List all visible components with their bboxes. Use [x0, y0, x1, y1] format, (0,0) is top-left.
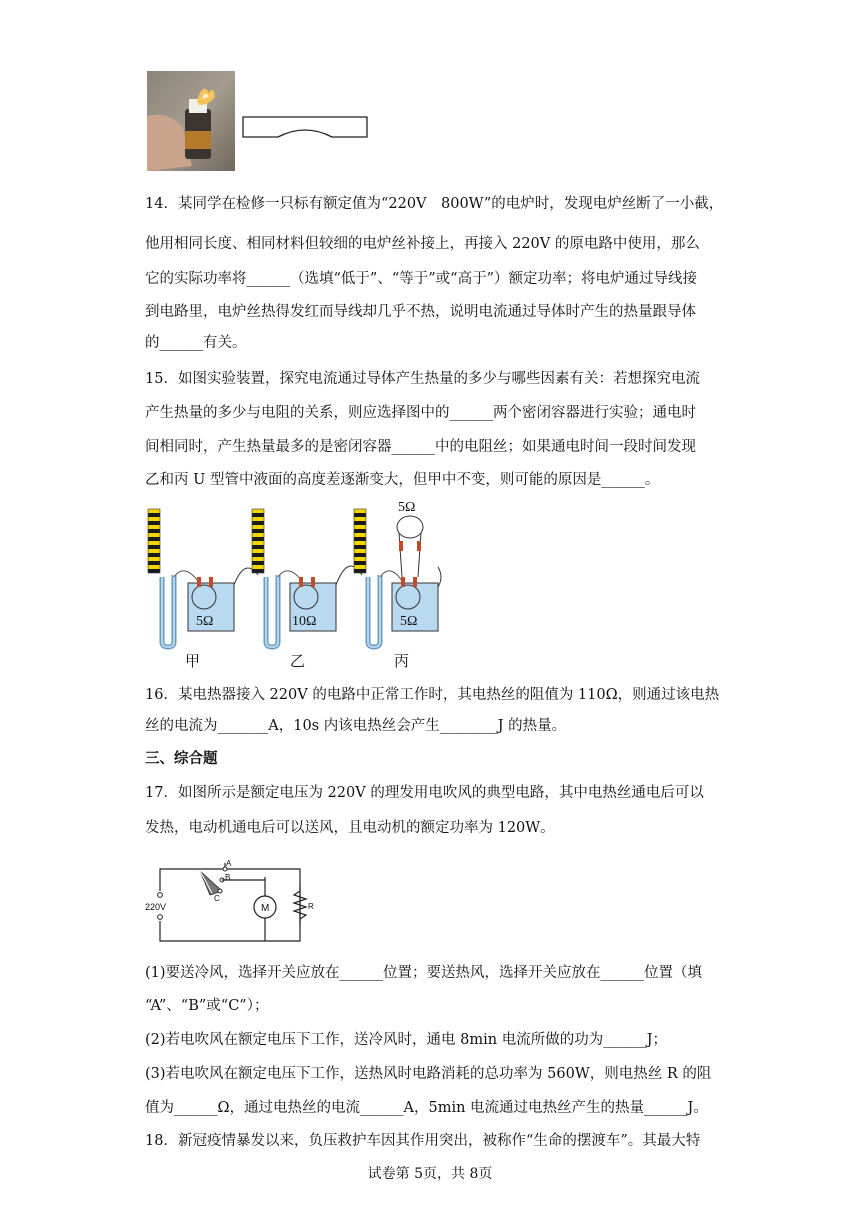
resistor-label-yi: 10Ω	[292, 614, 317, 629]
q15-line1: 15．如图实验装置，探究电流通过导体产生热量的多少与哪些因素有关：若想探究电流	[145, 371, 700, 387]
voltage-label: 220V	[145, 902, 167, 912]
switch-label-b: B	[225, 873, 231, 882]
q14-line5: 的______有关。	[145, 335, 247, 351]
section-heading: 三、综合题	[145, 750, 218, 767]
apparatus-bing	[354, 500, 441, 647]
heater-label: R	[308, 902, 314, 911]
q17-line1: 17．如图所示是额定电压为 220V 的理发用电吹风的典型电路，其中电热丝通电后可以	[145, 785, 704, 801]
resistor-label-jia: 5Ω	[196, 614, 214, 629]
q14-line1: 14．某同学在检修一只标有额定值为“220V 800W”的电炉时，发现电炉丝断了一小截，	[145, 196, 724, 212]
page-footer: 试卷第 5页，共 8页	[367, 1166, 493, 1182]
switch-label-c: C	[214, 894, 220, 903]
switch-label-a: A	[226, 859, 232, 868]
q15-line4: 乙和丙 U 型管中液面的高度差逐渐变大，但甲中不变，则可能的原因是______。	[145, 472, 660, 488]
motor-label: M	[261, 903, 270, 914]
q17-line2: 发热，电动机通电后可以送风，且电动机的额定功率为 120W。	[145, 820, 555, 836]
joule-heating-apparatus-figure	[140, 497, 450, 667]
q14-line4: 到电路里，电炉丝热得发红而导线却几乎不热，说明电流通过导体时产生的热量跟导体	[145, 304, 696, 320]
q17-sub3-line2: 值为______Ω，通过电热丝的电流______A，5min 电流通过电热丝产生的热量______J。	[145, 1100, 708, 1116]
foil-strip-diagram	[240, 115, 370, 139]
q17-sub1-line1: (1)要送冷风，选择开关应放在______位置；要送热风，选择开关应放在______位置（填	[145, 965, 703, 981]
q16-line2: 丝的电流为_______A，10s 内该电热丝会产生________J 的热量。	[145, 718, 567, 734]
q17-sub1-line2: “A”、“B”或“C”）；	[145, 998, 269, 1014]
q17-sub2: (2)若电吹风在额定电压下工作，送冷风时，通电 8min 电流所做的功为______J；	[145, 1032, 668, 1048]
q14-line2: 他用相同长度、相同材料但较细的电炉丝补接上，再接入 220V 的原电路中使用，那么	[145, 236, 700, 252]
q15-line3: 间相同时，产生热量最多的是密闭容器______中的电阻丝；如果通电时间一段时间发现	[145, 439, 696, 455]
resistor-label-external: 5Ω	[398, 500, 416, 515]
q16-line1: 16．某电热器接入 220V 的电路中正常工作时，其电热丝的阻值为 110Ω，则通过该电热	[145, 687, 720, 703]
resistor-label-bing: 5Ω	[400, 614, 418, 629]
apparatus-yi	[252, 509, 336, 647]
q14-line3: 它的实际功率将______（选填“低于”、“等于”或“高于”）额定功率；将电炉通过导线接	[145, 271, 697, 287]
q15-line2: 产生热量的多少与电阻的关系，则应选择图中的______两个密闭容器进行实验；通电时	[145, 405, 696, 421]
caption-yi: 乙	[290, 652, 306, 670]
caption-jia: 甲	[185, 652, 201, 670]
battery-foil-photo	[147, 71, 235, 171]
apparatus-jia	[148, 509, 234, 647]
caption-bing: 丙	[394, 652, 410, 670]
q17-sub3-line1: (3)若电吹风在额定电压下工作，送热风时电路消耗的总功率为 560W，则电热丝 R 的阻	[145, 1066, 712, 1082]
q18-line1: 18．新冠疫情暴发以来，负压救护车因其作用突出，被称作“生命的摆渡车”。其最大特	[145, 1133, 701, 1149]
hair-dryer-circuit-figure	[140, 855, 320, 947]
